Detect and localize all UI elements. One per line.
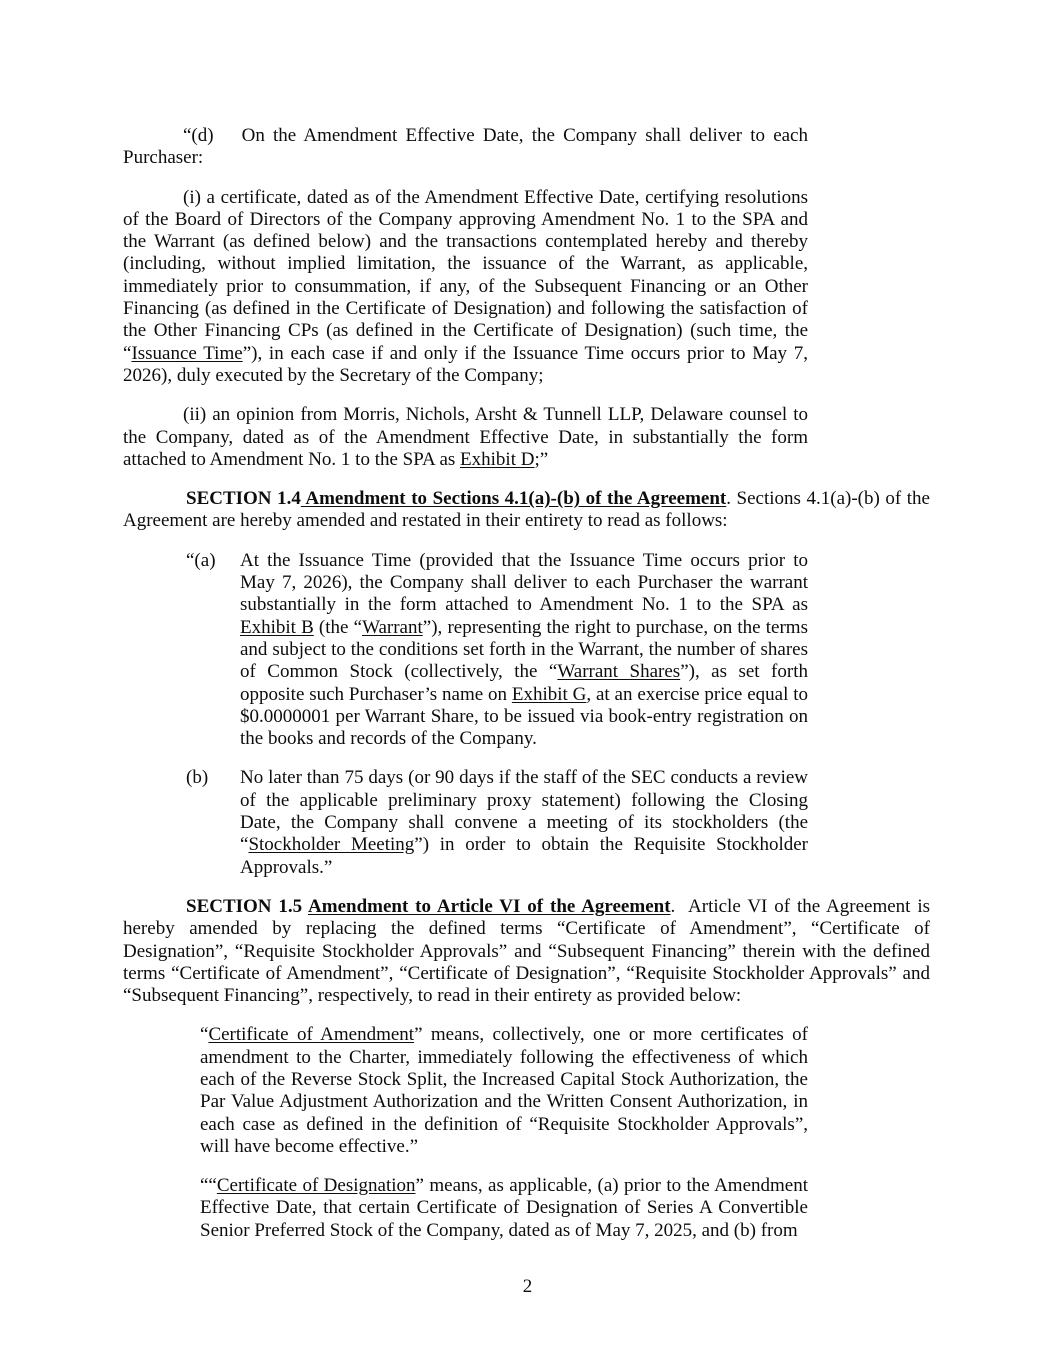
clause-ii-paragraph: (ii) an opinion from Morris, Nichols, Arsht & Tunnell LLP, Delaware counsel to the Company, dated as of the Amendment Effective Date, in substantially the form attached to Amendment No. 1 to the SPA as Exhibit D;” xyxy=(123,404,808,470)
section-1-5-paragraph: SECTION 1.5 Amendment to Article VI of the Agreement. Article VI of the Agreement is hereby amended by replacing the defined terms “Certificate of Amendment”, “Certificate of Designation”, “Requisite Stockholder Approvals” and “Subsequent Financing” therein with the defined terms “Certificate of Amendment”, “Certificate of Designation”, “Requisite Stockholder Approvals” and “Subsequent Financing”, respectively, to read in their entirety as provided below: xyxy=(123,895,930,1007)
document-body xyxy=(123,125,930,1259)
clause-d-intro-paragraph: “(d) On the Amendment Effective Date, the Company shall deliver to each Purchaser: xyxy=(123,125,808,169)
clause-b-text: No later than 75 days (or 90 days if the staff of the SEC conducts a review of the applicable preliminary proxy statement) following the Closing Date, the Company shall convene a meeting of its stockholders (the “Stockholder Meeting”) in order to obtain the Requisite Stockholder Approvals.” xyxy=(240,767,808,878)
clause-b-label: (b) xyxy=(186,767,209,789)
clause-i-paragraph: (i) a certificate, dated as of the Amendment Effective Date, certifying resolutions of the Board of Directors of the Company approving Amendment No. 1 to the SPA and the Warrant (as defined below) and the transactions contemplated hereby and thereby (including, without implied limitation, the issuance of the Warrant, as applicable, immediately prior to consummation, if any, of the Subsequent Financing or an Other Financing (as defined in the Certificate of Designation) and following the satisfaction of the Other Financing CPs (as defined in the Certificate of Designation) (such time, the “Issuance Time”), in each case if and only if the Issuance Time occurs prior to May 7, 2026), duly executed by the Secretary of the Company; xyxy=(123,186,809,386)
page-number: 2 xyxy=(522,1276,533,1297)
clause-b-paragraph xyxy=(186,767,808,878)
clause-a-text: At the Issuance Time (provided that the Issuance Time occurs prior to May 7, 2026), the Company shall deliver to each Purchaser the warrant substantially in the form attached to Amendment No. 1 to the SPA as Exhibit B (the “Warrant”), representing the right to purchase, on the terms and subject to the conditions set forth in the Warrant, the number of shares of Common Stock (collectively, the “Warrant Shares”), as set forth opposite such Purchaser’s name on Exhibit G, at an exercise price equal to $0.0000001 per Warrant Share, to be issued via book-entry registration on the books and records of the Company. xyxy=(240,549,808,750)
definition-certificate-of-designation: ““Certificate of Designation” means, as applicable, (a) prior to the Amendment Effective Date, that certain Certificate of Designation of Series A Convertible Senior Preferred Stock of the Company, dated as of May 7, 2025, and (b) from xyxy=(200,1175,808,1241)
clause-a-paragraph xyxy=(186,550,808,751)
section-1-4-paragraph: SECTION 1.4 Amendment to Sections 4.1(a)-(b) of the Agreement. Sections 4.1(a)-(b) of the Agreement are hereby amended and restated in their entirety to read as follows: xyxy=(123,488,930,532)
definition-certificate-of-amendment: “Certificate of Amendment” means, collectively, one or more certificates of amendment to the Charter, immediately following the effectiveness of which each of the Reverse Stock Split, the Increased Capital Stock Authorization, the Par Value Adjustment Authorization and the Written Consent Authorization, in each case as defined in the definition of “Requisite Stockholder Approvals”, will have become effective.” xyxy=(200,1024,808,1157)
clause-a-label: “(a) xyxy=(186,549,216,571)
